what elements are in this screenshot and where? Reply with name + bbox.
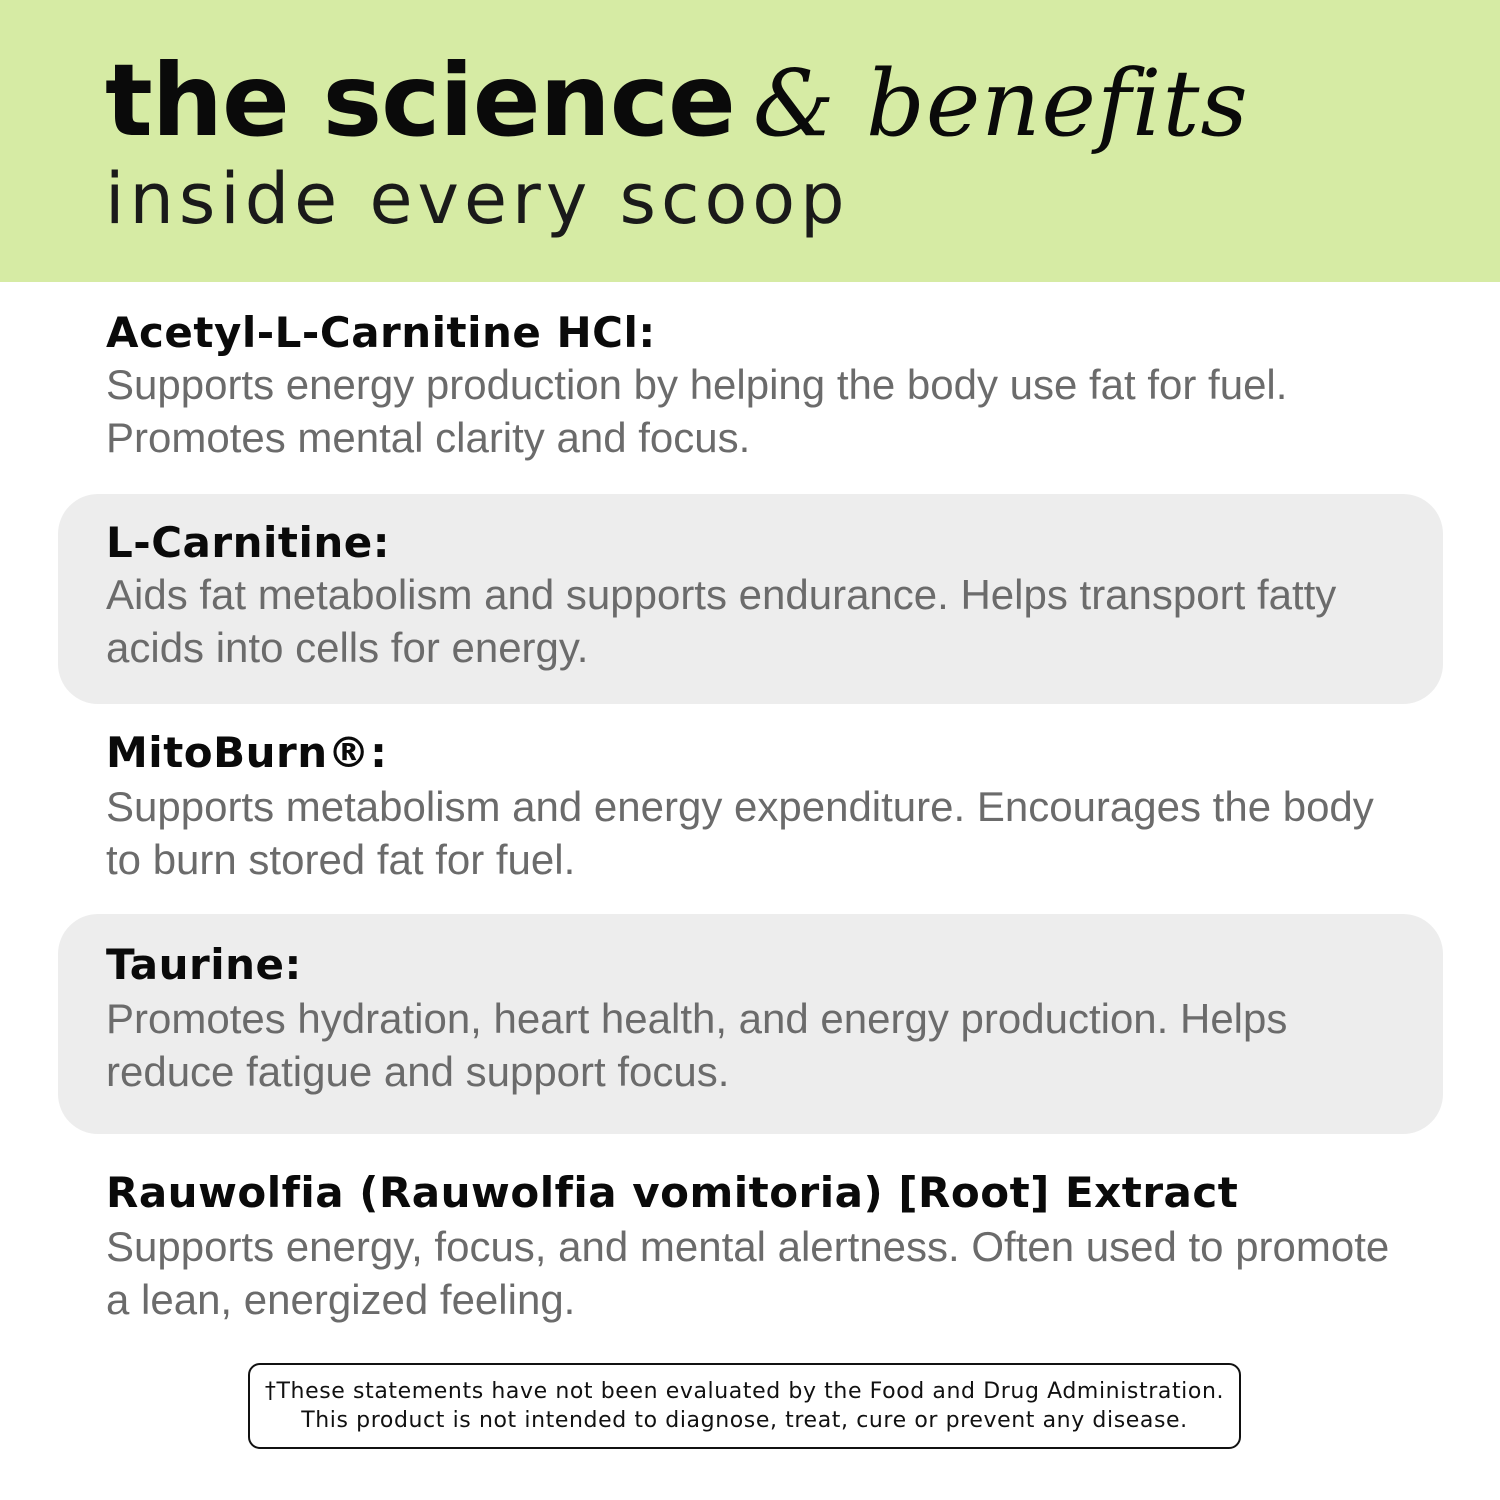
ingredient-card-taurine [58, 914, 1443, 1134]
title-bold-text: the science [105, 42, 735, 159]
ingredient-card-l-carnitine [58, 494, 1443, 704]
header-banner [0, 0, 1500, 282]
ingredient-description: Supports energy, focus, and mental alertness. Often used to promote a lean, energized feeling. [106, 1223, 1390, 1323]
ingredient-description: Supports metabolism and energy expenditure. Encourages the body to burn stored fat for fuel. [106, 783, 1374, 883]
disclaimer-line-1: †These statements have not been evaluated by the Food and Drug Administration. [264, 1379, 1225, 1404]
ingredient-card-acetyl-l-carnitine [58, 300, 1443, 480]
ingredient-description: Promotes hydration, heart health, and energy production. Helps reduce fatigue and support focus. [106, 995, 1288, 1095]
fda-disclaimer-box [248, 1363, 1241, 1449]
title-script-text: & benefits [752, 50, 1249, 157]
page-subtitle: inside every scoop [105, 158, 850, 240]
ingredient-description: Supports energy production by helping the body use fat for fuel. Promotes mental clarity and focus. [106, 361, 1288, 461]
ingredient-name: MitoBurn®: [106, 728, 388, 777]
ingredient-description: Aids fat metabolism and supports endurance. Helps transport fatty acids into cells for energy. [106, 571, 1337, 671]
ingredient-name: L-Carnitine: [106, 518, 391, 567]
ingredient-name: Acetyl-L-Carnitine HCl: [106, 308, 656, 357]
ingredient-name: Taurine: [106, 940, 302, 989]
ingredient-card-mitoburn [58, 720, 1443, 900]
disclaimer-line-2: This product is not intended to diagnose, treat, cure or prevent any disease. [301, 1408, 1188, 1433]
ingredient-card-rauwolfia [58, 1164, 1443, 1344]
page-title [105, 42, 1249, 159]
ingredient-name: Rauwolfia (Rauwolfia vomitoria) [Root] Extract [106, 1168, 1239, 1217]
